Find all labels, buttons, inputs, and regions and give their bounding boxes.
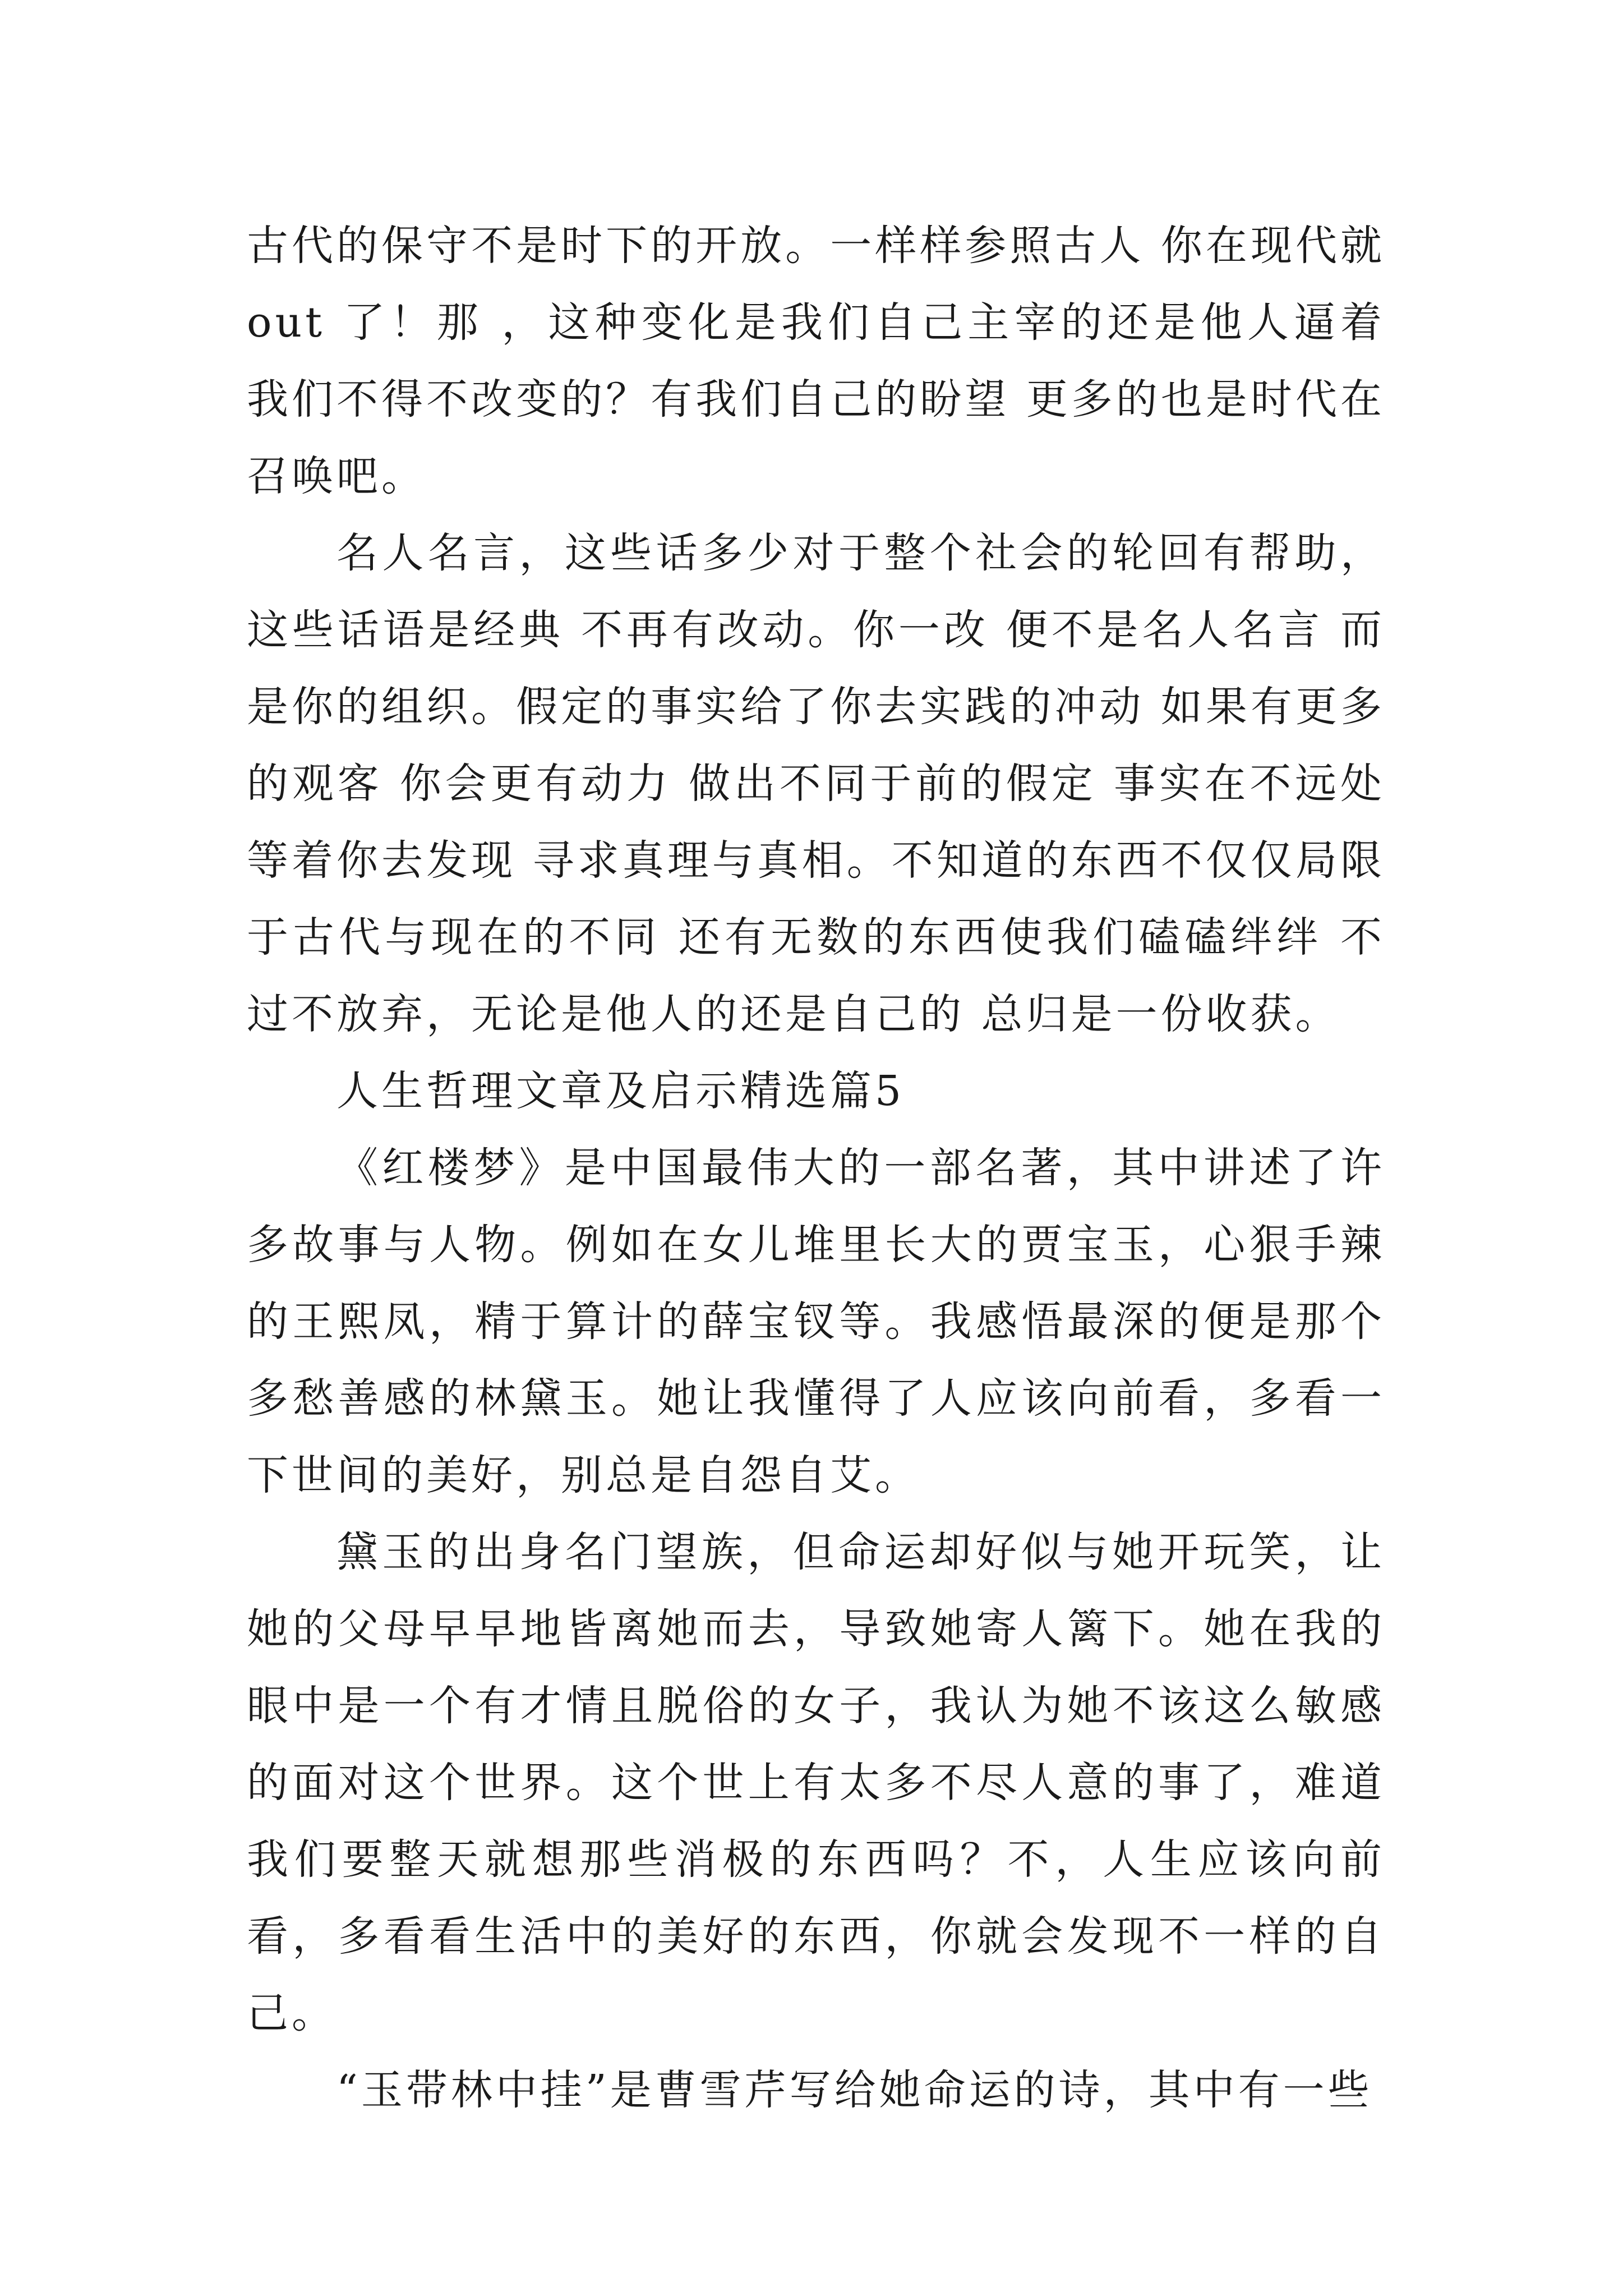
section-heading: 人生哲理文章及启示精选篇5: [336, 1067, 905, 1115]
paragraph-poem: “玉带林中挂”是曹雪芹写给她命运的诗，其中有一些: [336, 2066, 1373, 2114]
paragraph-daiyu: 黛玉的出身名门望族，但命运却好似与她开玩笑，让她的父母早早地皆离她而去，导致她寄人篱下。她在我的眼中是一个有才情且脱俗的女子，我认为她不该这么敏感的面对这个世界。这个世上有太多不尽人意的事了，难道我们要整天就想那些消极的东西吗？不，人生应该向前看，多看看生活中的美好的东西，你就会发现不一样的自己。: [247, 1528, 1385, 2037]
paragraph-famous-quotes: 名人名言，这些话多少对于整个社会的轮回有帮助，这些话语是经典 不再有改动。你一改 便不是名人名言 而是你的组织。假定的事实给了你去实践的冲动 如果有更多的观客 你会更有动力 做出不同于前的假定 事实在不远处等着你去发现 寻求真理与真相。不知道的东西不仅仅局限于古代与现在的不同 还有无数的东西使我们磕磕绊绊 不过不放弃，无论是他人的还是自己的 总归是一份收获。: [247, 529, 1385, 1038]
paragraph-continuation: 古代的保守不是时下的开放。一样样参照古人 你在现代就out 了！那 ，这种变化是我们自己主宰的还是他人逼着我们不得不改变的？有我们自己的盼望 更多的也是时代在召唤吧。: [247, 222, 1385, 500]
document-body: [247, 208, 1385, 2129]
paragraph-red-mansions: 《红楼梦》是中国最伟大的一部名著，其中讲述了许多故事与人物。例如在女儿堆里长大的贾宝玉，心狠手辣的王熙凤，精于算计的薛宝钗等。我感悟最深的便是那个多愁善感的林黛玉。她让我懂得了人应该向前看，多看一下世间的美好，别总是自怨自艾。: [247, 1144, 1385, 1499]
